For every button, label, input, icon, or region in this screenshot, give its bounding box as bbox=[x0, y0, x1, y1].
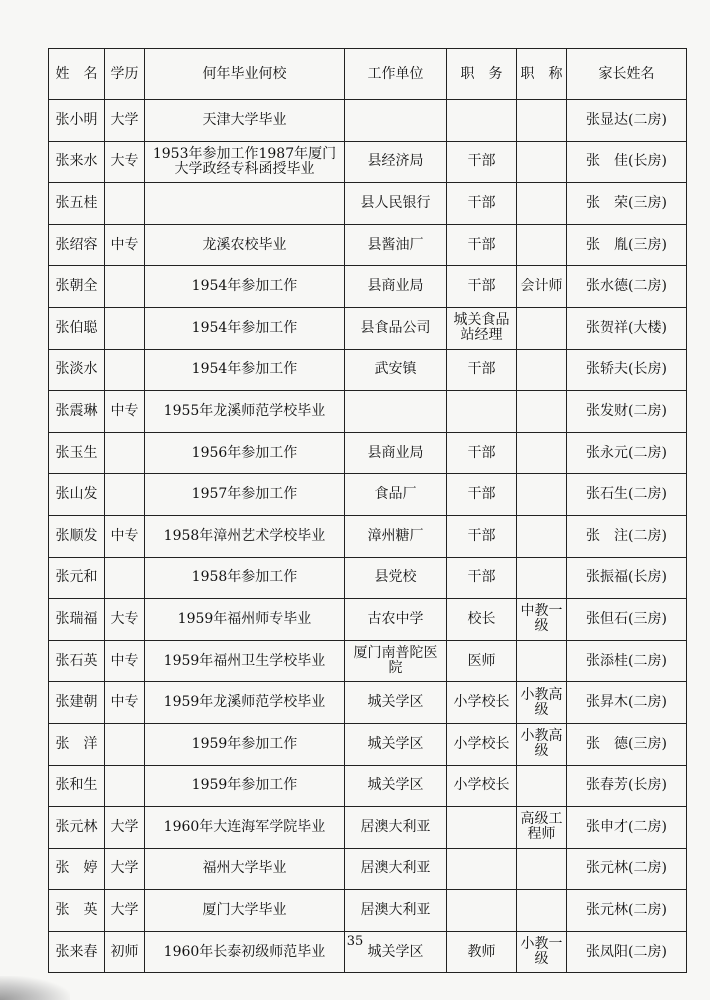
cell-graduation: 1958年漳州艺术学校毕业 bbox=[145, 515, 345, 557]
cell-parent: 张添桂(二房) bbox=[567, 640, 687, 682]
cell-education: 中专 bbox=[105, 515, 145, 557]
cell-position: 干部 bbox=[447, 474, 517, 516]
header-name: 姓 名 bbox=[49, 49, 105, 100]
cell-graduation: 1959年龙溪师范学校毕业 bbox=[145, 682, 345, 724]
table-row bbox=[49, 349, 687, 391]
cell-position bbox=[447, 100, 517, 142]
cell-title bbox=[517, 224, 567, 266]
cell-title bbox=[517, 515, 567, 557]
cell-title: 小教一级 bbox=[517, 931, 567, 973]
cell-parent: 张振福(长房) bbox=[567, 557, 687, 599]
cell-work-unit: 县商业局 bbox=[345, 266, 447, 308]
table-row bbox=[49, 432, 687, 474]
cell-work-unit: 厦门南普陀医院 bbox=[345, 640, 447, 682]
cell-education: 大学 bbox=[105, 848, 145, 890]
cell-parent: 张发财(二房) bbox=[567, 391, 687, 433]
cell-name: 张小明 bbox=[49, 100, 105, 142]
cell-position: 教师 bbox=[447, 931, 517, 973]
cell-position: 城关食品站经理 bbox=[447, 307, 517, 349]
cell-work-unit: 漳州糖厂 bbox=[345, 515, 447, 557]
cell-title bbox=[517, 848, 567, 890]
table-row bbox=[49, 557, 687, 599]
roster-table bbox=[48, 48, 687, 973]
cell-name: 张和生 bbox=[49, 765, 105, 807]
cell-name: 张来春 bbox=[49, 931, 105, 973]
cell-education: 大专 bbox=[105, 141, 145, 183]
roster-body bbox=[49, 100, 687, 973]
cell-work-unit: 居澳大利亚 bbox=[345, 890, 447, 932]
table-row bbox=[49, 765, 687, 807]
scan-shadow bbox=[0, 976, 70, 1000]
cell-work-unit: 县人民银行 bbox=[345, 183, 447, 225]
cell-title: 中教一级 bbox=[517, 599, 567, 641]
cell-position: 干部 bbox=[447, 557, 517, 599]
cell-name: 张震琳 bbox=[49, 391, 105, 433]
table-row bbox=[49, 723, 687, 765]
cell-name: 张顺发 bbox=[49, 515, 105, 557]
cell-parent: 张永元(二房) bbox=[567, 432, 687, 474]
cell-education bbox=[105, 723, 145, 765]
cell-title: 高级工程师 bbox=[517, 807, 567, 849]
table-row bbox=[49, 224, 687, 266]
cell-name: 张玉生 bbox=[49, 432, 105, 474]
header-position: 职 务 bbox=[447, 49, 517, 100]
cell-parent: 张轿夫(长房) bbox=[567, 349, 687, 391]
cell-name: 张绍容 bbox=[49, 224, 105, 266]
cell-name: 张 婷 bbox=[49, 848, 105, 890]
cell-graduation: 龙溪农校毕业 bbox=[145, 224, 345, 266]
cell-name: 张建朝 bbox=[49, 682, 105, 724]
header-row bbox=[49, 49, 687, 100]
cell-education bbox=[105, 307, 145, 349]
cell-title bbox=[517, 557, 567, 599]
cell-work-unit: 居澳大利亚 bbox=[345, 848, 447, 890]
cell-graduation: 1959年参加工作 bbox=[145, 765, 345, 807]
cell-position: 干部 bbox=[447, 141, 517, 183]
cell-title: 小教高级 bbox=[517, 723, 567, 765]
cell-parent: 张水德(二房) bbox=[567, 266, 687, 308]
cell-graduation: 厦门大学毕业 bbox=[145, 890, 345, 932]
cell-position bbox=[447, 890, 517, 932]
header-parent: 家长姓名 bbox=[567, 49, 687, 100]
table-row bbox=[49, 183, 687, 225]
cell-title bbox=[517, 141, 567, 183]
cell-education bbox=[105, 474, 145, 516]
table-row bbox=[49, 100, 687, 142]
table-row bbox=[49, 266, 687, 308]
cell-work-unit: 武安镇 bbox=[345, 349, 447, 391]
cell-name: 张元和 bbox=[49, 557, 105, 599]
cell-position: 干部 bbox=[447, 515, 517, 557]
cell-position: 干部 bbox=[447, 266, 517, 308]
header-education: 学历 bbox=[105, 49, 145, 100]
cell-graduation: 1954年参加工作 bbox=[145, 266, 345, 308]
cell-title bbox=[517, 765, 567, 807]
cell-graduation: 1955年龙溪师范学校毕业 bbox=[145, 391, 345, 433]
cell-name: 张山发 bbox=[49, 474, 105, 516]
table-row bbox=[49, 848, 687, 890]
cell-title bbox=[517, 474, 567, 516]
cell-position: 小学校长 bbox=[447, 765, 517, 807]
cell-title bbox=[517, 100, 567, 142]
cell-work-unit: 居澳大利亚 bbox=[345, 807, 447, 849]
header-work-unit: 工作单位 bbox=[345, 49, 447, 100]
cell-parent: 张 胤(三房) bbox=[567, 224, 687, 266]
cell-graduation: 1960年大连海军学院毕业 bbox=[145, 807, 345, 849]
cell-name: 张元林 bbox=[49, 807, 105, 849]
cell-work-unit: 城关学区 bbox=[345, 765, 447, 807]
cell-education: 大专 bbox=[105, 599, 145, 641]
cell-work-unit bbox=[345, 100, 447, 142]
table-row bbox=[49, 515, 687, 557]
cell-graduation: 1957年参加工作 bbox=[145, 474, 345, 516]
page-number: 35 bbox=[346, 934, 364, 949]
cell-position bbox=[447, 807, 517, 849]
cell-education bbox=[105, 349, 145, 391]
cell-parent: 张 荣(三房) bbox=[567, 183, 687, 225]
cell-education bbox=[105, 765, 145, 807]
cell-parent: 张元林(二房) bbox=[567, 848, 687, 890]
cell-work-unit: 县食品公司 bbox=[345, 307, 447, 349]
cell-education bbox=[105, 266, 145, 308]
table-row bbox=[49, 599, 687, 641]
cell-name: 张伯聪 bbox=[49, 307, 105, 349]
cell-graduation: 1959年福州卫生学校毕业 bbox=[145, 640, 345, 682]
cell-name: 张瑞福 bbox=[49, 599, 105, 641]
cell-parent: 张春芳(长房) bbox=[567, 765, 687, 807]
cell-name: 张来水 bbox=[49, 141, 105, 183]
cell-parent: 张 德(三房) bbox=[567, 723, 687, 765]
cell-position: 小学校长 bbox=[447, 682, 517, 724]
cell-graduation: 1954年参加工作 bbox=[145, 349, 345, 391]
cell-parent: 张石生(二房) bbox=[567, 474, 687, 516]
cell-parent: 张凤阳(二房) bbox=[567, 931, 687, 973]
cell-name: 张朝全 bbox=[49, 266, 105, 308]
cell-graduation: 1954年参加工作 bbox=[145, 307, 345, 349]
cell-education: 中专 bbox=[105, 224, 145, 266]
cell-title bbox=[517, 640, 567, 682]
cell-title bbox=[517, 391, 567, 433]
cell-parent: 张昇木(二房) bbox=[567, 682, 687, 724]
cell-education: 大学 bbox=[105, 807, 145, 849]
cell-work-unit: 县商业局 bbox=[345, 432, 447, 474]
cell-education bbox=[105, 183, 145, 225]
cell-graduation: 天津大学毕业 bbox=[145, 100, 345, 142]
header-title: 职 称 bbox=[517, 49, 567, 100]
cell-title bbox=[517, 349, 567, 391]
cell-position bbox=[447, 391, 517, 433]
cell-name: 张淡水 bbox=[49, 349, 105, 391]
cell-education: 中专 bbox=[105, 640, 145, 682]
cell-work-unit: 城关学区 bbox=[345, 931, 447, 973]
cell-graduation: 1960年长泰初级师范毕业 bbox=[145, 931, 345, 973]
cell-work-unit: 县酱油厂 bbox=[345, 224, 447, 266]
cell-work-unit bbox=[345, 391, 447, 433]
cell-position: 干部 bbox=[447, 183, 517, 225]
cell-work-unit: 县党校 bbox=[345, 557, 447, 599]
cell-title bbox=[517, 307, 567, 349]
cell-parent: 张申才(二房) bbox=[567, 807, 687, 849]
cell-education bbox=[105, 557, 145, 599]
header-graduation: 何年毕业何校 bbox=[145, 49, 345, 100]
cell-position: 干部 bbox=[447, 224, 517, 266]
cell-position: 干部 bbox=[447, 432, 517, 474]
table-row bbox=[49, 890, 687, 932]
cell-parent: 张 佳(长房) bbox=[567, 141, 687, 183]
cell-name: 张五桂 bbox=[49, 183, 105, 225]
cell-education: 初师 bbox=[105, 931, 145, 973]
cell-title: 小教高级 bbox=[517, 682, 567, 724]
cell-title: 会计师 bbox=[517, 266, 567, 308]
cell-position bbox=[447, 848, 517, 890]
table-row bbox=[49, 807, 687, 849]
cell-title bbox=[517, 183, 567, 225]
cell-graduation: 1958年参加工作 bbox=[145, 557, 345, 599]
cell-name: 张石英 bbox=[49, 640, 105, 682]
cell-position: 校长 bbox=[447, 599, 517, 641]
cell-parent: 张贺祥(大楼) bbox=[567, 307, 687, 349]
cell-work-unit: 古农中学 bbox=[345, 599, 447, 641]
cell-graduation: 1959年参加工作 bbox=[145, 723, 345, 765]
cell-graduation: 1953年参加工作1987年厦门大学政经专科函授毕业 bbox=[145, 141, 345, 183]
cell-work-unit: 城关学区 bbox=[345, 682, 447, 724]
cell-graduation bbox=[145, 183, 345, 225]
cell-education: 中专 bbox=[105, 391, 145, 433]
table-row bbox=[49, 307, 687, 349]
cell-position: 医师 bbox=[447, 640, 517, 682]
cell-name: 张 洋 bbox=[49, 723, 105, 765]
cell-work-unit: 城关学区 bbox=[345, 723, 447, 765]
cell-name: 张 英 bbox=[49, 890, 105, 932]
cell-education: 大学 bbox=[105, 890, 145, 932]
cell-graduation: 1959年福州师专毕业 bbox=[145, 599, 345, 641]
table-row bbox=[49, 391, 687, 433]
cell-graduation: 1956年参加工作 bbox=[145, 432, 345, 474]
cell-parent: 张 注(二房) bbox=[567, 515, 687, 557]
cell-title bbox=[517, 890, 567, 932]
cell-parent: 张但石(三房) bbox=[567, 599, 687, 641]
cell-education: 中专 bbox=[105, 682, 145, 724]
cell-position: 干部 bbox=[447, 349, 517, 391]
cell-education bbox=[105, 432, 145, 474]
cell-graduation: 福州大学毕业 bbox=[145, 848, 345, 890]
cell-parent: 张显达(二房) bbox=[567, 100, 687, 142]
cell-work-unit: 县经济局 bbox=[345, 141, 447, 183]
cell-work-unit: 食品厂 bbox=[345, 474, 447, 516]
cell-title bbox=[517, 432, 567, 474]
table-row bbox=[49, 682, 687, 724]
cell-position: 小学校长 bbox=[447, 723, 517, 765]
table-row bbox=[49, 474, 687, 516]
table-row bbox=[49, 141, 687, 183]
cell-parent: 张元林(二房) bbox=[567, 890, 687, 932]
table-row bbox=[49, 640, 687, 682]
cell-education: 大学 bbox=[105, 100, 145, 142]
